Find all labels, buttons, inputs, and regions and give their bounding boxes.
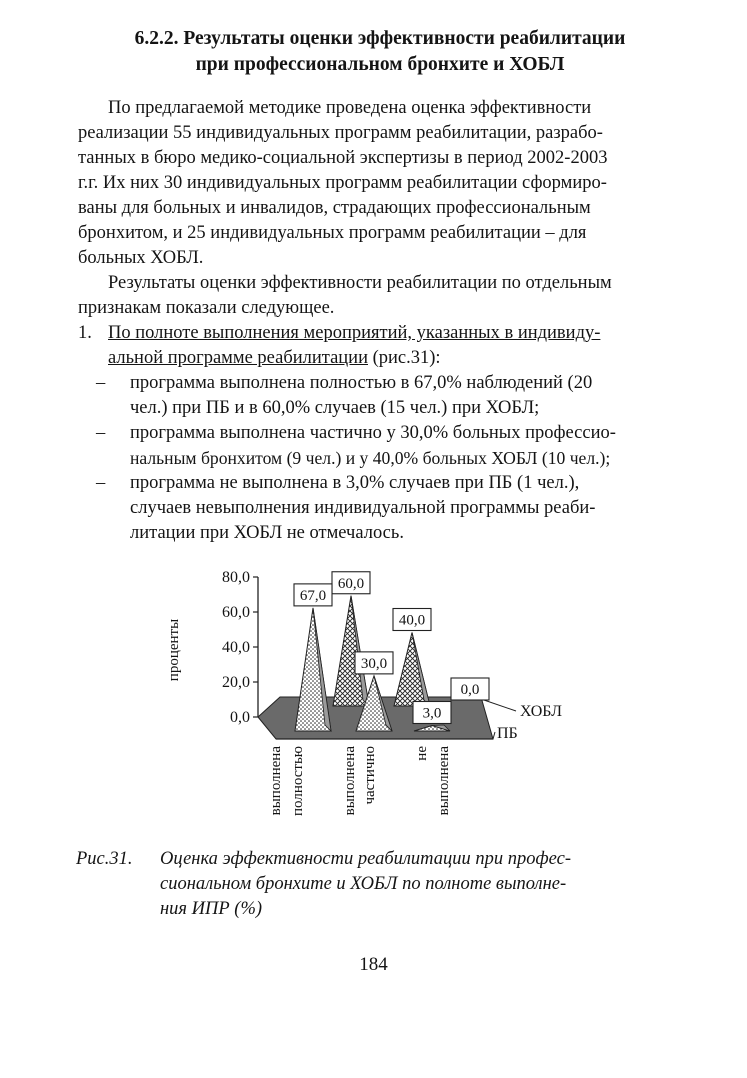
y-tick-label: 60,0 — [222, 604, 250, 621]
caption-line-1: Оценка эффективности реабилитации при профес- — [160, 849, 571, 869]
para1-line-1: По предлагаемой методике проведена оценка эффективности — [108, 98, 592, 118]
heading-line-1: 6.2.2. Результаты оценки эффективности реабилитации — [134, 28, 626, 49]
category-label-2-1: выполнена — [436, 746, 452, 816]
category-label-0-0: выполнена — [268, 746, 284, 816]
pyramid-bar-chart — [150, 566, 590, 841]
category-label-0-1: полностью — [290, 746, 306, 816]
series-label-leader — [481, 699, 516, 711]
y-axis-title: проценты — [166, 618, 182, 682]
hobl-value-label-1: 40,0 — [398, 612, 426, 629]
pb-value-label-0: 67,0 — [299, 587, 327, 604]
para2-line-1: Результаты оценки эффективности реабилитации по отдельным — [108, 273, 612, 293]
pb-value-label-1: 30,0 — [360, 655, 388, 672]
para1-line-7: больных ХОБЛ. — [78, 248, 204, 268]
item1-underlined-line-2: альной программе реабилитации — [108, 348, 368, 368]
bullet-2-line-1: программа выполнена частично у 30,0% больных профессио- — [130, 423, 616, 443]
y-tick-label: 80,0 — [222, 569, 250, 586]
para1-line-6: бронхитом, и 25 индивидуальных программ реабилитации – для — [78, 223, 587, 243]
section-heading — [60, 26, 700, 78]
para1-line-2: реализации 55 индивидуальных программ реабилитации, разрабо- — [78, 123, 603, 143]
page-number: 184 — [359, 954, 388, 975]
item1-number: 1. — [78, 323, 92, 343]
hobl-value-label-2: 0,0 — [460, 682, 480, 698]
hobl-pyramid-0 — [333, 596, 369, 706]
bullet-dash: – — [96, 473, 106, 493]
item1-line-2 — [108, 346, 441, 371]
bullet-3-line-1: программа не выполнена в 3,0% случаев при ПБ (1 чел.), — [130, 473, 580, 493]
bullet-dash: – — [96, 373, 106, 393]
caption-line-3: ния ИПР (%) — [160, 899, 263, 919]
category-label-2-0: не — [414, 746, 430, 761]
bullet-3-line-3: литации при ХОБЛ не отмечалось. — [130, 523, 404, 543]
item1-suffix: (рис.31): — [368, 348, 441, 368]
para1-line-4: г.г. Их них 30 индивидуальных программ реабилитации сформиро- — [78, 173, 607, 193]
y-tick-label: 0,0 — [230, 709, 250, 726]
bullet-2-line-2: нальным бронхитом (9 чел.) и у 40,0% больных ХОБЛ (10 чел.); — [130, 448, 611, 468]
para2-line-2: признакам показали следующее. — [78, 298, 335, 318]
item1-underlined-line-1: По полноте выполнения мероприятий, указанных в индивиду- — [108, 323, 601, 343]
hobl-pyramid-1 — [394, 633, 430, 707]
figure-31 — [150, 566, 590, 841]
pb-value-label-2: 3,0 — [422, 705, 442, 722]
bullet-1-line-1: программа выполнена полностью в 67,0% наблюдений (20 — [130, 373, 593, 393]
series-label-hobl: ХОБЛ — [520, 703, 562, 720]
bullet-3-line-2: случаев невыполнения индивидуальной программы реаби- — [130, 498, 596, 518]
y-tick-label: 20,0 — [222, 674, 250, 691]
heading-line-2: при профессиональном бронхите и ХОБЛ — [195, 54, 565, 75]
para1-line-5: ваны для больных и инвалидов, страдающих профессиональным — [78, 198, 591, 218]
category-label-1-1: частично — [362, 746, 378, 805]
caption-line-2: сиональном бронхите и ХОБЛ по полноте выполне- — [160, 874, 567, 894]
bullet-1-line-2: чел.) при ПБ и в 60,0% случаев (15 чел.) при ХОБЛ; — [130, 398, 540, 418]
pb-pyramid-0 — [295, 608, 331, 731]
series-label-pb: ПБ — [497, 725, 518, 742]
para1-line-3: танных в бюро медико-социальной экспертизы в период 2002-2003 — [78, 148, 608, 168]
bullet-dash: – — [96, 423, 106, 443]
category-label-1-0: выполнена — [342, 746, 358, 816]
y-tick-label: 40,0 — [222, 639, 250, 656]
caption-label: Рис.31. — [76, 849, 133, 869]
series-label-leader — [493, 732, 495, 739]
hobl-value-label-0: 60,0 — [337, 575, 365, 592]
